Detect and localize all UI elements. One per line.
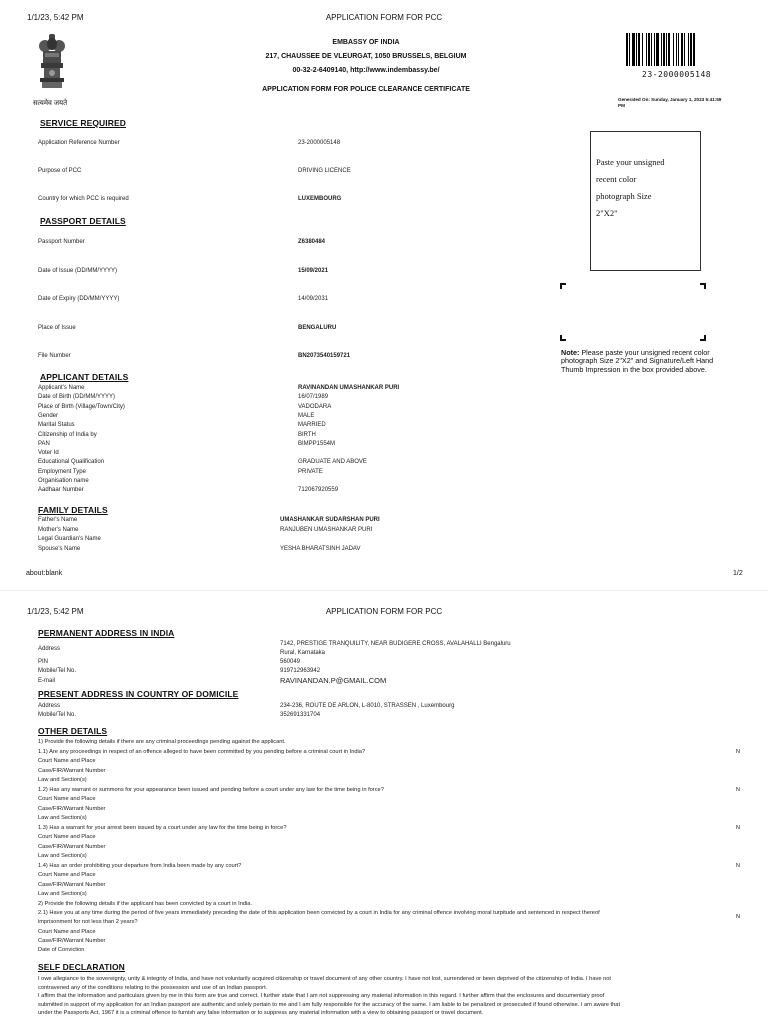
- photo-line: Paste your unsigned: [596, 157, 665, 167]
- field-value: BIMPP1554M: [298, 441, 336, 447]
- barcode-bar: [684, 33, 685, 66]
- question-text: Law and Section(s): [38, 815, 87, 821]
- field-label: File Number: [38, 353, 71, 359]
- detail-row: [38, 776, 738, 785]
- question-row: [38, 748, 738, 757]
- barcode-bar: [688, 33, 689, 66]
- field-value: UMASHANKAR SUDARSHAN PURI: [280, 517, 380, 523]
- detail-row: [38, 881, 738, 890]
- perm-email-label: E-mail: [38, 678, 56, 684]
- perm-email: RAVINANDAN.P@GMAIL.COM: [280, 676, 387, 685]
- question-text: Case/FIR/Warrant Number: [38, 844, 106, 850]
- section-family-details: FAMILY DETAILS: [38, 505, 108, 515]
- barcode-bar: [663, 33, 665, 66]
- embassy-contact: 00-32-2-6409140, http://www.indembassy.be/: [292, 67, 440, 74]
- declaration-text: [38, 975, 738, 1018]
- detail-row: [38, 795, 738, 804]
- photo-line: recent color: [596, 174, 637, 184]
- field-label: Marital Status: [38, 422, 75, 428]
- detail-row: [38, 871, 738, 880]
- national-emblem: [33, 32, 68, 107]
- question-row: [38, 824, 738, 833]
- field-value: MALE: [298, 413, 315, 419]
- field-label: Date of Expiry (DD/MM/YYYY): [38, 296, 120, 302]
- detail-row: [38, 757, 738, 766]
- barcode-bar: [690, 33, 692, 66]
- field-value: PRIVATE: [298, 469, 323, 475]
- barcode-bar: [661, 33, 662, 66]
- barcode-bar: [636, 33, 637, 66]
- field-label: Spouse's Name: [38, 546, 81, 552]
- field-label: Purpose of PCC: [38, 168, 82, 174]
- barcode-bar: [648, 33, 650, 66]
- photo-line: photograph Size: [596, 191, 652, 201]
- question-text: Case/FIR/Warrant Number: [38, 882, 106, 888]
- field-value: RANJUBEN UMASHANKAR PURI: [280, 527, 373, 533]
- field-label: Citizenship of India by: [38, 432, 97, 438]
- field-value: RAVINANDAN UMASHANKAR PURI: [298, 385, 400, 391]
- question-text: Law and Section(s): [38, 891, 87, 897]
- field-label: Date of Birth (DD/MM/YYYY): [38, 394, 116, 400]
- field-label: Gender: [38, 413, 59, 419]
- corner-mark: [560, 335, 566, 341]
- barcode-bar: [676, 33, 677, 66]
- field-value: BIRTH: [298, 432, 316, 438]
- barcode-bar: [668, 33, 670, 66]
- section-permanent-address: PERMANENT ADDRESS IN INDIA: [38, 628, 175, 638]
- barcode-bar: [693, 33, 695, 66]
- question-text: 1.2) Has any warrant or summons for your appearance been issued and pending before a court under any law for the time being in force?: [38, 787, 384, 793]
- perm-address-line2: Rural, Karnataka: [280, 650, 326, 656]
- declaration-line: under the Passports Act, 1967 it is a criminal offence to furnish any false information or to suppress any material information with a view to obtaining passport or travel document.: [38, 1010, 484, 1017]
- perm-address-label: Address: [38, 646, 61, 652]
- question-text: Court Name and Place: [38, 796, 96, 802]
- photo-instructions: [596, 154, 664, 222]
- field-label: Employment Type: [38, 469, 86, 475]
- field-label: Country for which PCC is required: [38, 196, 129, 202]
- question-text: Case/FIR/Warrant Number: [38, 806, 106, 812]
- field-label: Application Reference Number: [38, 140, 120, 146]
- declaration-line: submitted in support of my application for an Indian passport are authentic and solely pertain to me and I am fully responsible for the accuracy of the same. I am liable to be penalized or prosecuted if found otherwise. I am aware that: [38, 1001, 621, 1008]
- present-address-label: Address: [38, 703, 61, 709]
- barcode-bar: [678, 33, 679, 66]
- question-text: Law and Section(s): [38, 777, 87, 783]
- barcode-bar: [673, 33, 674, 66]
- corner-mark: [700, 283, 706, 289]
- print-datetime-p2: 1/1/23, 5:42 PM: [27, 607, 84, 616]
- question-text: 1.3) Has a warrant for your arrest been issued by a court under any law for the time being in force?: [38, 825, 287, 831]
- field-value: MARRIED: [298, 422, 326, 428]
- field-value: 16/07/1989: [298, 394, 329, 400]
- field-label: Aadhaar Number: [38, 487, 84, 493]
- barcode-bar: [681, 33, 683, 66]
- signature-box: [560, 283, 706, 341]
- detail-row: [38, 833, 738, 842]
- barcode-bar: [626, 33, 628, 66]
- section-service-required: SERVICE REQUIRED: [40, 118, 126, 128]
- answer-flag: N: [735, 914, 740, 920]
- field-value: 23-2000005148: [298, 140, 341, 146]
- question-text: Court Name and Place: [38, 758, 96, 764]
- present-phone: 352691331704: [280, 712, 321, 718]
- present-address: 234-236, ROUTE DE ARLON, L-8010, STRASSEN , Luxembourg: [280, 703, 455, 709]
- perm-address-line1: 7142, PRESTIGE TRANQUILITY, NEAR BUDIGERE CROSS, AVALAHALLI Bengaluru: [280, 641, 511, 647]
- barcode-bar: [632, 33, 635, 66]
- corner-mark: [560, 283, 566, 289]
- detail-row: [38, 805, 738, 814]
- photo-line: 2"X2": [596, 208, 618, 218]
- barcode-bar: [629, 33, 630, 66]
- field-label: Place of Issue: [38, 325, 76, 331]
- note-label: Note:: [561, 348, 580, 357]
- detail-row: [38, 767, 738, 776]
- question-text: Court Name and Place: [38, 834, 96, 840]
- print-doc-title-p2: APPLICATION FORM FOR PCC: [325, 607, 443, 616]
- answer-flag: N: [735, 825, 740, 831]
- present-phone-label: Mobile/Tel No.: [38, 712, 77, 718]
- print-doc-title: APPLICATION FORM FOR PCC: [325, 13, 443, 22]
- question-text: 1.4) Has an order prohibiting your departure from India been made by any court?: [38, 863, 242, 869]
- field-label: Passport Number: [38, 239, 85, 245]
- field-label: Applicant's Name: [38, 385, 85, 391]
- field-value: GRADUATE AND ABOVE: [298, 459, 367, 465]
- question-2-1-line1: 2.1) Have you at any time during the period of five years immediately preceding the date of this application been convicted by a court in India for any criminal offence involving moral turpitude and sentenced in respect thereof: [38, 910, 600, 916]
- perm-pin: 560049: [280, 659, 301, 665]
- barcode-bar: [638, 33, 640, 66]
- field-label: PAN: [38, 441, 50, 447]
- question-text: Court Name and Place: [38, 872, 96, 878]
- tail-line: Date of Conviction: [38, 947, 85, 953]
- section-other-details: OTHER DETAILS: [38, 726, 108, 736]
- field-label: Organisation name: [38, 478, 89, 484]
- field-value: Z6380484: [298, 239, 326, 245]
- detail-row: [38, 890, 738, 899]
- field-value: LUXEMBOURG: [298, 196, 342, 202]
- barcode-bar: [651, 33, 652, 66]
- field-label: Educational Qualification: [38, 459, 105, 465]
- declaration-line: I owe allegiance to the sovereignty, unity & integrity of India, and have not voluntarily acquired citizenship or travel document of any other country. I have not lost, surrendered or been deprived of the citizenship of India. I have not: [38, 976, 611, 982]
- field-label: Place of Birth (Village/Town/City): [38, 404, 125, 410]
- question-text: 1.1) Are any proceedings in respect of an offence alleged to have been committed by you pending before a criminal court in India?: [38, 749, 366, 755]
- footer-url: about:blank: [26, 570, 63, 577]
- barcode-number: 23-2000005148: [642, 70, 712, 79]
- note-text: Please paste your unsigned recent color photograph Size 2"X2" and Signature/Left Hand Thumb Impression in the box provided above.: [561, 348, 714, 374]
- form-title: APPLICATION FORM FOR POLICE CLEARANCE CERTIFICATE: [262, 86, 470, 93]
- print-datetime: 1/1/23, 5:42 PM: [27, 13, 84, 22]
- barcode-bar: [642, 33, 643, 66]
- footer-page: 1/2: [733, 570, 743, 577]
- question-text: 1) Provide the following details if there are any criminal proceedings pending against the applicant.: [38, 739, 286, 745]
- generated-on: Generated On: Sunday, January 1, 2023 5:41:59 PM: [618, 97, 722, 108]
- emblem-motto: सत्यमेव जयते: [33, 100, 68, 107]
- page-separator: [0, 590, 768, 591]
- section-passport-details: PASSPORT DETAILS: [40, 216, 126, 226]
- field-value: 14/09/2031: [298, 296, 329, 302]
- field-value: BENGALURU: [298, 325, 337, 331]
- barcode-bar: [646, 33, 647, 66]
- embassy-address: 217, CHAUSSEE DE VLEURGAT, 1050 BRUSSELS, BELGIUM: [265, 53, 467, 60]
- perm-phone-label: Mobile/Tel No.: [38, 668, 77, 674]
- field-label: Voter Id: [38, 450, 59, 456]
- detail-row: [38, 814, 738, 823]
- corner-mark: [700, 335, 706, 341]
- answer-flag: N: [735, 787, 740, 793]
- field-value: 15/09/2021: [298, 268, 329, 274]
- barcode-bar: [656, 33, 659, 66]
- section-self-declaration: SELF DECLARATION: [38, 962, 125, 972]
- barcode-bar: [654, 33, 655, 66]
- field-label: Legal Guardian's Name: [38, 536, 101, 542]
- field-label: Mother's Name: [38, 527, 79, 533]
- detail-row: [38, 900, 738, 909]
- field-value: DRIVING LICENCE: [298, 168, 351, 174]
- section-present-address: PRESENT ADDRESS IN COUNTRY OF DOMICILE: [38, 689, 239, 699]
- declaration-line: contravened any of the conditions relating to the possession and use of an Indian passport.: [38, 984, 268, 991]
- question-row: [38, 786, 738, 795]
- question-text: Case/FIR/Warrant Number: [38, 768, 106, 774]
- section-applicant-details: APPLICANT DETAILS: [40, 372, 129, 382]
- detail-row: [38, 852, 738, 861]
- barcode-bar: [666, 33, 667, 66]
- barcode: [626, 33, 712, 66]
- field-value: BN2073540159721: [298, 353, 351, 359]
- field-label: Date of Issue (DD/MM/YYYY): [38, 268, 118, 274]
- photo-note: [561, 349, 731, 374]
- tail-line: Case/FIR/Warrant Number: [38, 938, 106, 944]
- tail-line: Court Name and Place: [38, 929, 96, 935]
- detail-row: [38, 738, 738, 747]
- perm-phone: 919712963942: [280, 668, 321, 674]
- question-row: [38, 862, 738, 871]
- perm-pin-label: PIN: [38, 659, 49, 665]
- question-2-1-line2: imprisonment for not less than 2 years?: [38, 919, 138, 926]
- question-2-1: [38, 909, 738, 927]
- question-text: 2) Provide the following details if the applicant has been convicted by a court in India.: [38, 901, 253, 907]
- answer-flag: N: [735, 863, 740, 869]
- detail-row: [38, 843, 738, 852]
- embassy-name: EMBASSY OF INDIA: [332, 39, 400, 46]
- field-label: Father's Name: [38, 517, 78, 523]
- field-value: YESHA BHARATSINH JADAV: [280, 546, 361, 552]
- declaration-line: I affirm that the information and particulars given by me in this form are true and correct. I further state that I am not suppressing any material information in this regard. I further affirm that the enclosures and documentary proof: [38, 993, 605, 1000]
- field-value: 712067920559: [298, 487, 339, 493]
- answer-flag: N: [735, 749, 740, 755]
- field-value: VADODARA: [298, 404, 332, 410]
- photo-box: [590, 131, 701, 271]
- question-text: Law and Section(s): [38, 853, 87, 859]
